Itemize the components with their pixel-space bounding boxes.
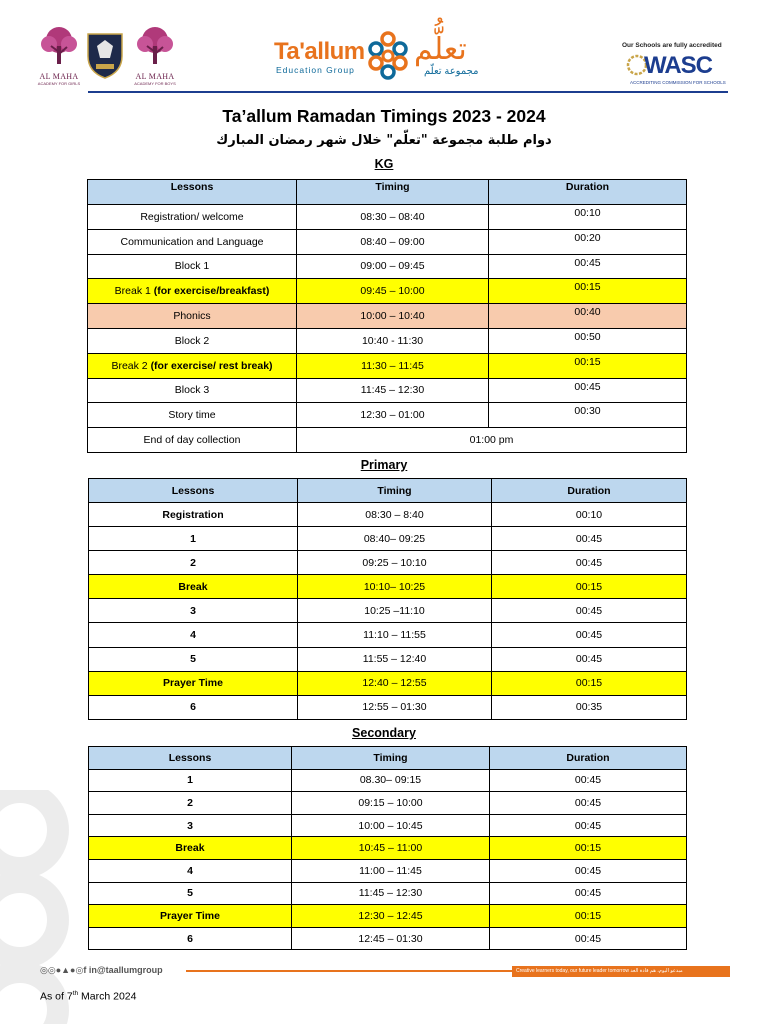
duration-cell: 00:45: [489, 254, 687, 279]
duration-cell: 00:45: [492, 599, 687, 623]
table-row: [88, 254, 687, 279]
footer-divider: [186, 970, 512, 972]
table-row: [89, 859, 687, 882]
lesson-name: Break 2: [111, 359, 151, 372]
social-handle: @taallumgroup: [96, 965, 163, 975]
duration-cell: 00:20: [489, 229, 687, 254]
footer-tagline: Creative learners today, our future leader tomorrow مبدعو اليوم، هم قادة الغد: [512, 966, 730, 977]
table-row: [89, 695, 687, 719]
duration-cell: 00:15: [492, 671, 687, 695]
lesson-cell: 3: [89, 814, 292, 837]
tree-icon: [37, 26, 81, 66]
table-row: [89, 599, 687, 623]
duration-cell: 00:45: [490, 882, 687, 905]
timing-cell: 11:10 – 11:55: [298, 623, 492, 647]
timing-cell: 09:45 – 10:00: [297, 279, 489, 304]
duration-cell: 00:45: [490, 927, 687, 950]
lesson-cell: [88, 353, 297, 378]
timing-cell: 08:40 – 09:00: [297, 229, 489, 254]
almaha-girls-logo: [34, 26, 84, 86]
lesson-cell: [88, 279, 297, 304]
knot-icon: [366, 30, 410, 80]
duration-cell: 00:15: [492, 575, 687, 599]
lesson-cell: Registration/ welcome: [88, 205, 297, 230]
duration-cell: 00:10: [492, 503, 687, 527]
lesson-cell: 2: [89, 792, 292, 815]
table-row-prayer: [89, 671, 687, 695]
column-header-duration: Duration: [492, 479, 687, 503]
lesson-cell: 3: [89, 599, 298, 623]
almaha-sub: ACADEMY FOR GIRLS: [37, 81, 81, 86]
as-of-month: March 2024: [78, 990, 137, 1003]
table-header-row: [89, 479, 687, 503]
almaha-name: AL MAHA: [135, 72, 175, 81]
almaha-sub: ACADEMY FOR BOYS: [134, 81, 176, 86]
table-row: [88, 378, 687, 403]
lesson-cell: Phonics: [88, 304, 297, 329]
table-row: [89, 792, 687, 815]
lesson-cell: 1: [89, 769, 292, 792]
timing-cell: 10:00 – 10:40: [297, 304, 489, 329]
wasc-caption: Our Schools are fully accredited: [622, 42, 722, 49]
duration-cell: 00:15: [489, 353, 687, 378]
page-header: [0, 0, 768, 92]
lesson-note: (for exercise/ rest break): [150, 359, 273, 372]
column-header-timing: Timing: [297, 180, 489, 205]
timing-cell: 12:55 – 01:30: [298, 695, 492, 719]
wasc-wordmark: WASC: [644, 52, 712, 79]
kg-timetable: [87, 179, 687, 453]
table-row: [89, 814, 687, 837]
table-row-phonics: [88, 304, 687, 329]
lesson-cell: Prayer Time: [89, 671, 298, 695]
lesson-cell: 4: [89, 623, 298, 647]
lesson-cell: Break: [89, 837, 292, 860]
timing-cell: 10:25 –11:10: [298, 599, 492, 623]
table-row: [89, 647, 687, 671]
timing-cell: 10:40 - 11:30: [297, 328, 489, 353]
wasc-mark: [626, 52, 730, 78]
wasc-subtitle: ACCREDITING COMMISSION FOR SCHOOLS: [630, 80, 726, 85]
tree-icon: [133, 26, 177, 66]
timing-cell: 11:45 – 12:30: [297, 378, 489, 403]
lesson-cell: 6: [89, 927, 292, 950]
lesson-cell: 1: [89, 527, 298, 551]
header-divider: [88, 91, 728, 93]
table-row: [88, 229, 687, 254]
taallum-wordmark: Ta'allum: [274, 38, 365, 65]
lesson-cell: Prayer Time: [89, 905, 292, 928]
lesson-cell: 6: [89, 695, 298, 719]
duration-cell: 00:15: [489, 279, 687, 304]
table-row-break: [89, 575, 687, 599]
table-row-break: [89, 837, 687, 860]
secondary-section-title: Secondary: [352, 726, 416, 740]
timing-cell: 08:30 – 08:40: [297, 205, 489, 230]
timing-cell: 11:00 – 11:45: [292, 859, 490, 882]
lesson-cell: End of day collection: [88, 428, 297, 453]
timing-cell: 12:30 – 12:45: [292, 905, 490, 928]
duration-cell: 00:45: [489, 378, 687, 403]
lesson-cell: Break: [89, 575, 298, 599]
arabic-wordmark: تعلُّم: [414, 32, 467, 67]
duration-cell: 00:35: [492, 695, 687, 719]
lesson-cell: 5: [89, 882, 292, 905]
duration-cell: 00:10: [489, 205, 687, 230]
duration-cell: 00:45: [490, 769, 687, 792]
lesson-cell: Block 1: [88, 254, 297, 279]
lesson-cell: Block 3: [88, 378, 297, 403]
almaha-name: AL MAHA: [39, 72, 79, 81]
page-title: Ta’allum Ramadan Timings 2023 - 2024: [222, 106, 546, 126]
duration-cell: 00:45: [490, 792, 687, 815]
lesson-cell: Block 2: [88, 328, 297, 353]
table-row: [88, 428, 687, 453]
as-of-date: [40, 990, 136, 1003]
duration-cell: 00:45: [492, 623, 687, 647]
as-of-prefix: As of 7: [40, 990, 73, 1003]
lesson-name: Break 1: [114, 285, 154, 298]
timing-cell: 12:45 – 01:30: [292, 927, 490, 950]
table-row: [88, 328, 687, 353]
table-row: [88, 403, 687, 428]
duration-cell: 00:45: [490, 814, 687, 837]
school-logos: [34, 26, 184, 86]
timing-cell: 12:30 – 01:00: [297, 403, 489, 428]
lesson-cell: 5: [89, 647, 298, 671]
duration-cell: 00:45: [492, 647, 687, 671]
crest-icon: [84, 28, 126, 80]
timing-cell: 12:40 – 12:55: [298, 671, 492, 695]
table-row: [89, 769, 687, 792]
social-icons: ◎◎●▲●◎f in: [40, 965, 97, 975]
timing-cell: 01:00 pm: [297, 428, 687, 453]
lesson-note: (for exercise/breakfast): [153, 285, 270, 298]
primary-timetable: [88, 478, 687, 720]
table-header-row: [89, 747, 687, 770]
timing-cell: 11:45 – 12:30: [292, 882, 490, 905]
timing-cell: 08.30– 09:15: [292, 769, 490, 792]
duration-cell: 00:45: [490, 859, 687, 882]
column-header-lessons: Lessons: [89, 479, 298, 503]
almaha-boys-logo: [130, 26, 180, 86]
timing-cell: 09:15 – 10:00: [292, 792, 490, 815]
lesson-cell: Registration: [89, 503, 298, 527]
table-row: [89, 882, 687, 905]
lesson-cell: 2: [89, 551, 298, 575]
duration-cell: 00:15: [490, 837, 687, 860]
column-header-duration: Duration: [490, 747, 687, 770]
wasc-logo: [622, 42, 732, 86]
timing-cell: 08:40– 09:25: [298, 527, 492, 551]
timing-cell: 09:00 – 09:45: [297, 254, 489, 279]
duration-cell: 00:45: [492, 527, 687, 551]
table-row-break: [88, 279, 687, 304]
column-header-duration: Duration: [489, 180, 687, 205]
duration-cell: 00:40: [489, 304, 687, 329]
timing-cell: 10:10– 10:25: [298, 575, 492, 599]
duration-cell: 00:30: [489, 403, 687, 428]
table-row-break: [88, 353, 687, 378]
primary-section-title: Primary: [360, 458, 408, 472]
column-header-timing: Timing: [292, 747, 490, 770]
page-title-arabic: دوام طلبة مجموعة "تعلّم" خلال شهر رمضان المبارك: [216, 133, 552, 148]
timing-cell: 09:25 – 10:10: [298, 551, 492, 575]
table-row: [89, 623, 687, 647]
taallum-logo: [274, 30, 514, 86]
timing-cell: 08:30 – 8:40: [298, 503, 492, 527]
social-links: [40, 965, 163, 976]
lesson-cell: 4: [89, 859, 292, 882]
column-header-timing: Timing: [298, 479, 492, 503]
timing-cell: 10:45 – 11:00: [292, 837, 490, 860]
kg-section-title: KG: [374, 157, 394, 171]
lesson-cell: Communication and Language: [88, 229, 297, 254]
timing-cell: 11:55 – 12:40: [298, 647, 492, 671]
timing-cell: 11:30 – 11:45: [297, 353, 489, 378]
timing-cell: 10:00 – 10:45: [292, 814, 490, 837]
table-row: [89, 927, 687, 950]
column-header-lessons: Lessons: [89, 747, 292, 770]
table-row: [88, 205, 687, 230]
lesson-cell: Story time: [88, 403, 297, 428]
table-row: [89, 527, 687, 551]
column-header-lessons: Lessons: [88, 180, 297, 205]
taallum-subtitle: Education Group: [276, 65, 355, 75]
duration-cell: 00:15: [490, 905, 687, 928]
duration-cell: 00:50: [489, 328, 687, 353]
table-row: [89, 551, 687, 575]
arabic-subtitle: مجموعة تعلّم: [424, 66, 479, 77]
duration-cell: 00:45: [492, 551, 687, 575]
table-row: [89, 503, 687, 527]
as-of-suffix: th: [72, 990, 79, 997]
table-header-row: [88, 180, 687, 205]
table-row-prayer: [89, 905, 687, 928]
secondary-timetable: [88, 746, 687, 950]
